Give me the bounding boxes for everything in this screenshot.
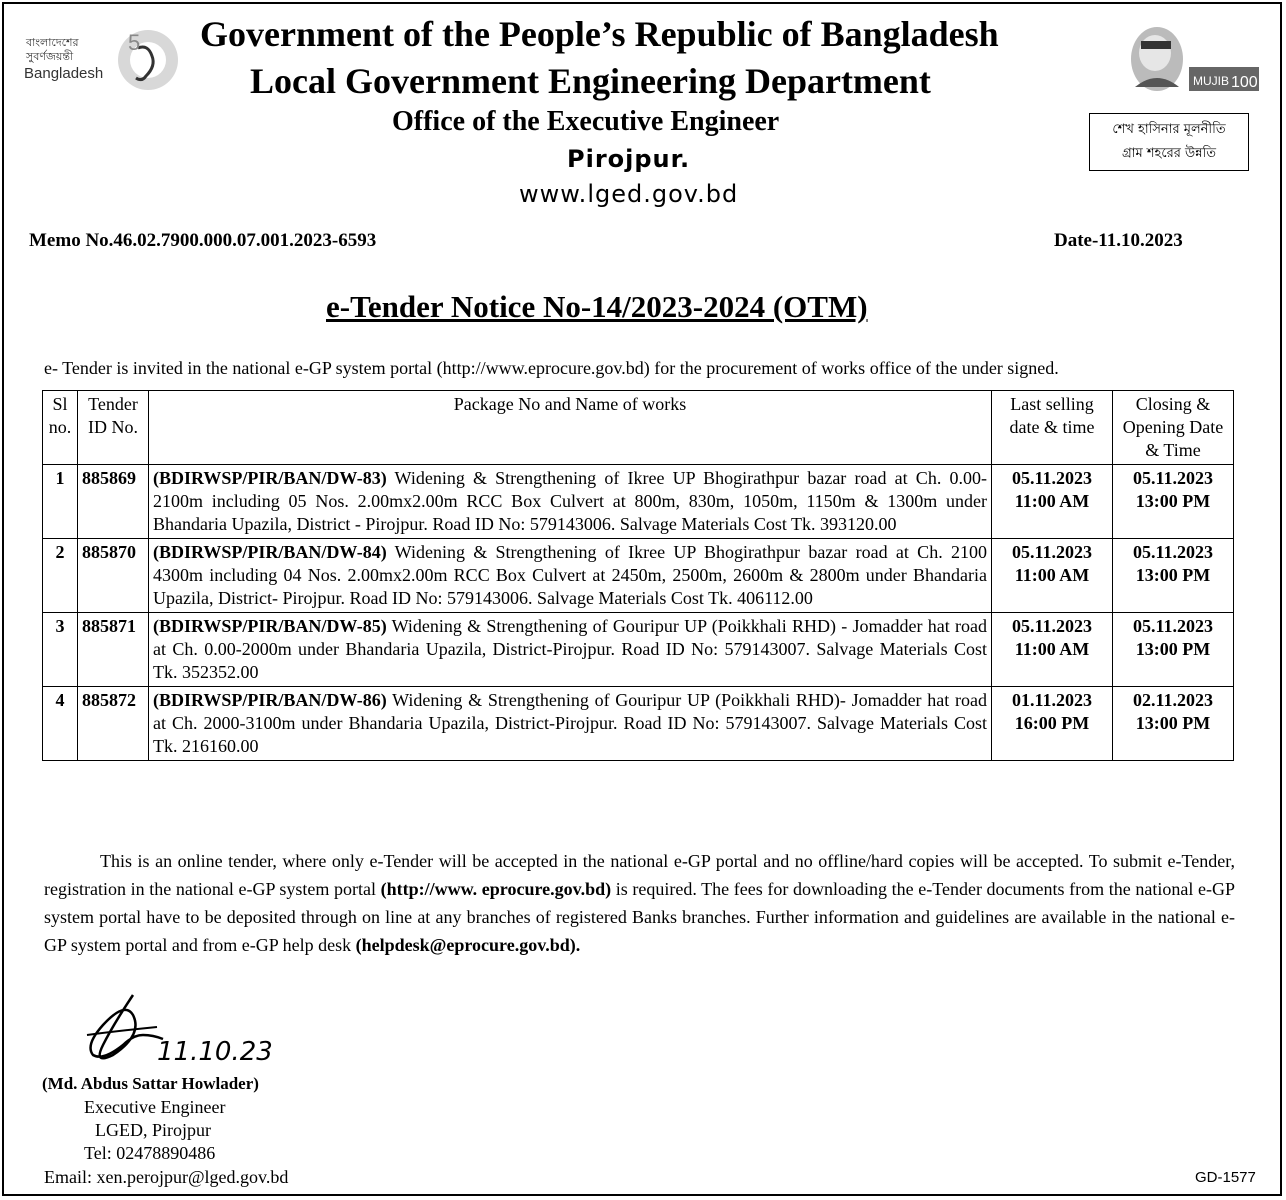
row-last-date: 05.11.2023	[1011, 542, 1092, 562]
row-closing	[1113, 465, 1234, 539]
svg-text:MUJIB: MUJIB	[1193, 74, 1229, 88]
signed-date: 11.10.23	[157, 1037, 273, 1067]
row-package-no: (BDIRWSP/PIR/BAN/DW-85)	[153, 616, 387, 636]
svg-text:5: 5	[128, 30, 141, 55]
row-closing	[1113, 613, 1234, 687]
row-sl: 3	[43, 613, 78, 687]
row-closing	[1113, 539, 1234, 613]
intro-text: e- Tender is invited in the national e-GP system portal (http://www.eprocure.gov.bd) for the procurement of works office of the under signed.	[44, 358, 1059, 378]
mujib-100-logo	[1115, 15, 1265, 105]
row-last-time: 11:00 AM	[1014, 565, 1090, 585]
row-sl: 1	[43, 465, 78, 539]
row-tender-id: 885869	[78, 465, 149, 539]
row-close-time: 13:00 PM	[1135, 639, 1211, 659]
row-last-selling	[992, 539, 1113, 613]
row-package-no: (BDIRWSP/PIR/BAN/DW-84)	[153, 542, 387, 562]
table-header-row	[43, 391, 1234, 465]
motto-line-2: গ্রাম শহরের উন্নতি	[1121, 146, 1217, 161]
row-description: Widening & Strengthening of Gouripur UP (Poikkhali RHD) - Jomadder hat road at Ch. 0.00-2000m under Bhandaria Upazila, District-Pirojpur. Road ID No: 579143007. Salvage Materials Cost Tk. 352352.00	[153, 616, 987, 682]
row-package-no: (BDIRWSP/PIR/BAN/DW-83)	[153, 468, 387, 488]
row-tender-id: 885870	[78, 539, 149, 613]
signatory-email: Email: xen.perojpur@lged.gov.bd	[44, 1167, 289, 1187]
row-last-date: 05.11.2023	[1011, 468, 1092, 488]
motto-line-1: শেখ হাসিনার মূলনীতি	[1112, 122, 1226, 137]
svg-text:বাংলাদেশের: বাংলাদেশের	[26, 36, 79, 49]
table-row	[43, 465, 1234, 539]
row-close-time: 13:00 PM	[1135, 491, 1211, 511]
row-last-time: 16:00 PM	[1014, 713, 1090, 733]
portal-link[interactable]: (http://www. eprocure.gov.bd)	[380, 879, 612, 899]
notice-title: e-Tender Notice No-14/2023-2024 (OTM)	[326, 289, 868, 324]
row-close-time: 13:00 PM	[1135, 713, 1211, 733]
signatory-tel: Tel: 02478890486	[84, 1143, 216, 1163]
signatory-designation: Executive Engineer	[84, 1097, 226, 1117]
memo-number: Memo No.46.02.7900.000.07.001.2023-6593	[29, 230, 377, 251]
header-office: Office of the Executive Engineer	[392, 106, 780, 137]
svg-text:Bangladesh: Bangladesh	[24, 65, 104, 82]
header-package: Package No and Name of works	[149, 391, 992, 465]
row-last-selling	[992, 465, 1113, 539]
row-works	[149, 539, 992, 613]
header-website: www.lged.gov.bd	[519, 180, 739, 208]
row-last-time: 11:00 AM	[1014, 491, 1090, 511]
header-department: Local Government Engineering Department	[250, 61, 931, 101]
row-sl: 4	[43, 687, 78, 761]
row-description: Widening & Strengthening of Ikree UP Bhogirathpur bazar road at Ch. 0.00-2100m including 05 Nos. 2.00mx2.00m RCC Box Culvert at 800m, 830m, 1050m, 1150m & 1300m under Bhandaria Upazila, District - Pirojpur. Road ID No: 579143006. Salvage Materials Cost Tk. 393120.00	[153, 468, 987, 534]
memo-date: Date-11.10.2023	[1054, 230, 1183, 251]
row-closing	[1113, 687, 1234, 761]
row-close-date: 02.11.2023	[1132, 690, 1213, 710]
row-tender-id: 885872	[78, 687, 149, 761]
tender-table	[42, 390, 1234, 761]
header-tender-id: Tender ID No.	[78, 391, 149, 465]
row-works	[149, 465, 992, 539]
para-part-1: This is an online tender, where only e-Tender will be accepted in the national e-GP portal and no offline/hard copies will be accepted. To submit e-Tender, registration in the national e-GP system portal	[44, 851, 1235, 899]
handwritten-signature	[75, 985, 315, 1075]
row-sl: 2	[43, 539, 78, 613]
helpdesk-email[interactable]: (helpdesk@eprocure.gov.bd).	[355, 935, 581, 955]
footer-code: GD-1577	[1195, 1169, 1256, 1186]
row-description: Widening & Strengthening of Ikree UP Bhogirathpur bazar road at Ch. 2100 4300m including 04 Nos. 2.00mx2.00m RCC Box Culvert at 2450m, 2500m, 2600m & 2800m under Bhandaria Upazila, District- Pirojpur. Road ID No: 579143006. Salvage Materials Cost Tk. 406112.00	[153, 542, 987, 608]
row-close-date: 05.11.2023	[1132, 468, 1213, 488]
header-government: Government of the People’s Republic of Bangladesh	[200, 14, 999, 54]
header-sl: Sl no.	[43, 391, 78, 465]
header-district: Pirojpur.	[567, 145, 691, 173]
para-part-2: is required. The fees for downloading the e-Tender documents from the national e-GP system portal have to be deposited through on line at any branches of registered Banks branches. Further information and guidelines are available in the national e-GP system portal and from e-GP help desk	[44, 879, 1236, 955]
header-closing: Closing & Opening Date & Time	[1113, 391, 1234, 465]
svg-text:100: 100	[1231, 74, 1258, 91]
table-row	[43, 687, 1234, 761]
row-close-date: 05.11.2023	[1132, 616, 1213, 636]
table-row	[43, 613, 1234, 687]
row-works	[149, 687, 992, 761]
row-tender-id: 885871	[78, 613, 149, 687]
row-works	[149, 613, 992, 687]
row-last-date: 05.11.2023	[1011, 616, 1092, 636]
signatory-name: (Md. Abdus Sattar Howlader)	[42, 1074, 259, 1093]
svg-text:সুবর্ণজয়ন্তী: সুবর্ণজয়ন্তী	[26, 50, 74, 63]
row-last-selling	[992, 687, 1113, 761]
row-close-time: 13:00 PM	[1135, 565, 1211, 585]
instructions-paragraph	[44, 847, 1235, 959]
row-description: Widening & Strengthening of Gouripur UP (Poikkhali RHD)- Jomadder hat road at Ch. 2000-3100m under Bhandaria Upazila, District-Pirojpur. Road ID No: 579143007. Salvage Materials Cost Tk. 216160.00	[153, 690, 987, 756]
signatory-office: LGED, Pirojpur	[95, 1120, 211, 1140]
row-close-date: 05.11.2023	[1132, 542, 1213, 562]
motto-box	[1089, 113, 1249, 171]
row-last-date: 01.11.2023	[1011, 690, 1092, 710]
header-last-selling: Last selling date & time	[992, 391, 1113, 465]
golden-jubilee-logo	[20, 18, 180, 108]
row-last-time: 11:00 AM	[1014, 639, 1090, 659]
row-last-selling	[992, 613, 1113, 687]
table-row	[43, 539, 1234, 613]
row-package-no: (BDIRWSP/PIR/BAN/DW-86)	[153, 690, 387, 710]
